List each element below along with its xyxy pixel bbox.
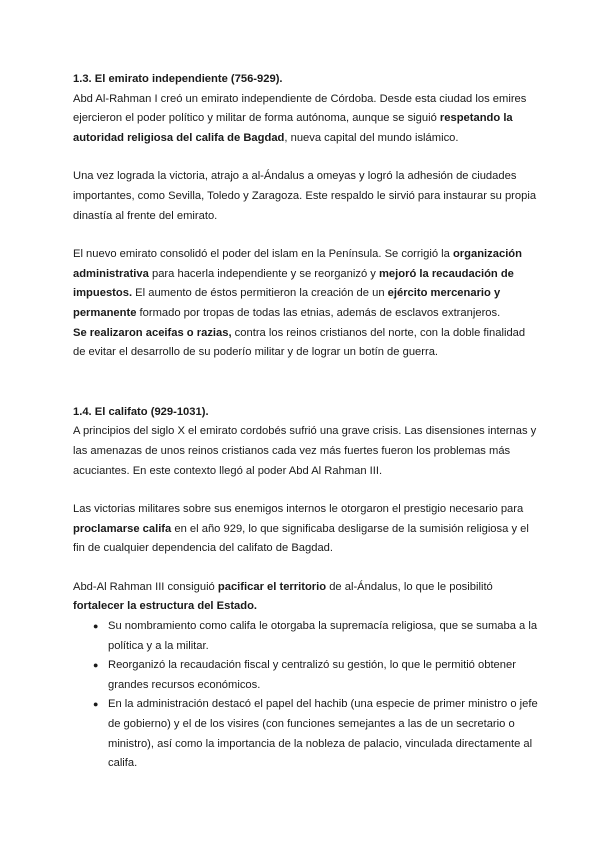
text-run: Las victorias militares sobre sus enemigos internos le otorgaron el prestigio necesario para <box>73 503 524 516</box>
list-item <box>93 656 540 695</box>
bullet-icon: ● <box>93 621 99 632</box>
bold-text: mejoró la recaudación de impuestos. <box>73 267 514 300</box>
bold-text: respetando la autoridad religiosa del califa de Bagdad <box>73 112 513 144</box>
text-run: Abd-Al Rahman III consiguió <box>73 580 218 593</box>
bullet-icon: ● <box>93 699 99 710</box>
text-run: para hacerla independiente y se reorganizó y <box>148 267 379 280</box>
bold-text: fortalecer la estructura del Estado. <box>73 600 258 613</box>
text-run: de al-Ándalus, lo que le posibilitó <box>326 580 493 593</box>
list-item <box>93 695 540 773</box>
bold-text: organización administrativa <box>73 248 522 280</box>
paragraph-califato-3 <box>73 578 540 617</box>
text-run: El aumento de éstos permitieron la creación de un <box>132 287 388 300</box>
paragraph-emirato-1 <box>73 90 540 149</box>
text-run: Abd Al-Rahman I creó un emirato independiente de Córdoba. Desde esta ciudad los emires ejercieron el poder político y militar de forma autónoma, aunque se siguió <box>73 92 527 125</box>
bullet-list <box>73 617 540 774</box>
paragraph-califato-1: A principios del siglo X el emirato cordobés sufrió una grave crisis. Las disensiones internas y las amenazas de unos reinos cristianos cada vez más fuertes fueron los problemas más acuciantes. En este contexto llegó al poder Abd Al Rahman III. <box>73 425 537 477</box>
paragraph-emirato-2: Una vez lograda la victoria, atrajo a al-Ándalus a omeyas y logró la adhesión de ciudades importantes, como Sevilla, Toledo y Zaragoza. Este respaldo le sirvió para instaurar su propia dinastía al frente del emirato. <box>73 170 537 222</box>
bullet-icon: ● <box>93 660 99 671</box>
text-run: en el año 929, lo que significaba desligarse de la sumisión religiosa y el fin de cualquier dependencia del califato de Bagdad. <box>73 522 529 555</box>
bold-text: pacificar el territorio <box>217 580 327 593</box>
paragraph-emirato-3 <box>73 245 540 323</box>
text-run: contra los reinos cristianos del norte, con la doble finalidad de evitar el desarrollo de su poderío militar y de lograr un botín de guerra. <box>73 326 526 359</box>
section-heading-emirato: 1.3. El emirato independiente (756-929). <box>73 73 283 85</box>
list-item-text: En la administración destacó el papel del hachib (una especie de primer ministro o jefe de gobierno) y el de los visires (con funciones semejantes a las de un secretario o ministro), así como la importancia de la nobleza de palacio, vinculada directamente al califa. <box>108 698 538 770</box>
text-run: El nuevo emirato consolidó el poder del islam en la Península. Se corrigió la <box>73 248 453 261</box>
paragraph-califato-2 <box>73 500 540 559</box>
bold-text: Se realizaron aceifas o razias, <box>73 326 232 339</box>
list-item <box>93 617 540 656</box>
list-item-text: Reorganizó la recaudación fiscal y centralizó su gestión, lo que le permitió obtener grandes recursos económicos. <box>108 659 516 691</box>
list-item-text: Su nombramiento como califa le otorgaba la supremacía religiosa, que se sumaba a la política y a la militar. <box>108 620 538 652</box>
bold-text: ejército mercenario y permanente <box>73 287 501 319</box>
paragraph-emirato-4 <box>73 324 540 363</box>
text-run: formado por tropas de todas las etnias, además de esclavos extranjeros. <box>136 306 501 319</box>
section-heading-califato: 1.4. El califato (929-1031). <box>73 405 209 418</box>
bold-text: proclamarse califa <box>73 522 172 535</box>
text-run: , nueva capital del mundo islámico. <box>284 131 459 144</box>
